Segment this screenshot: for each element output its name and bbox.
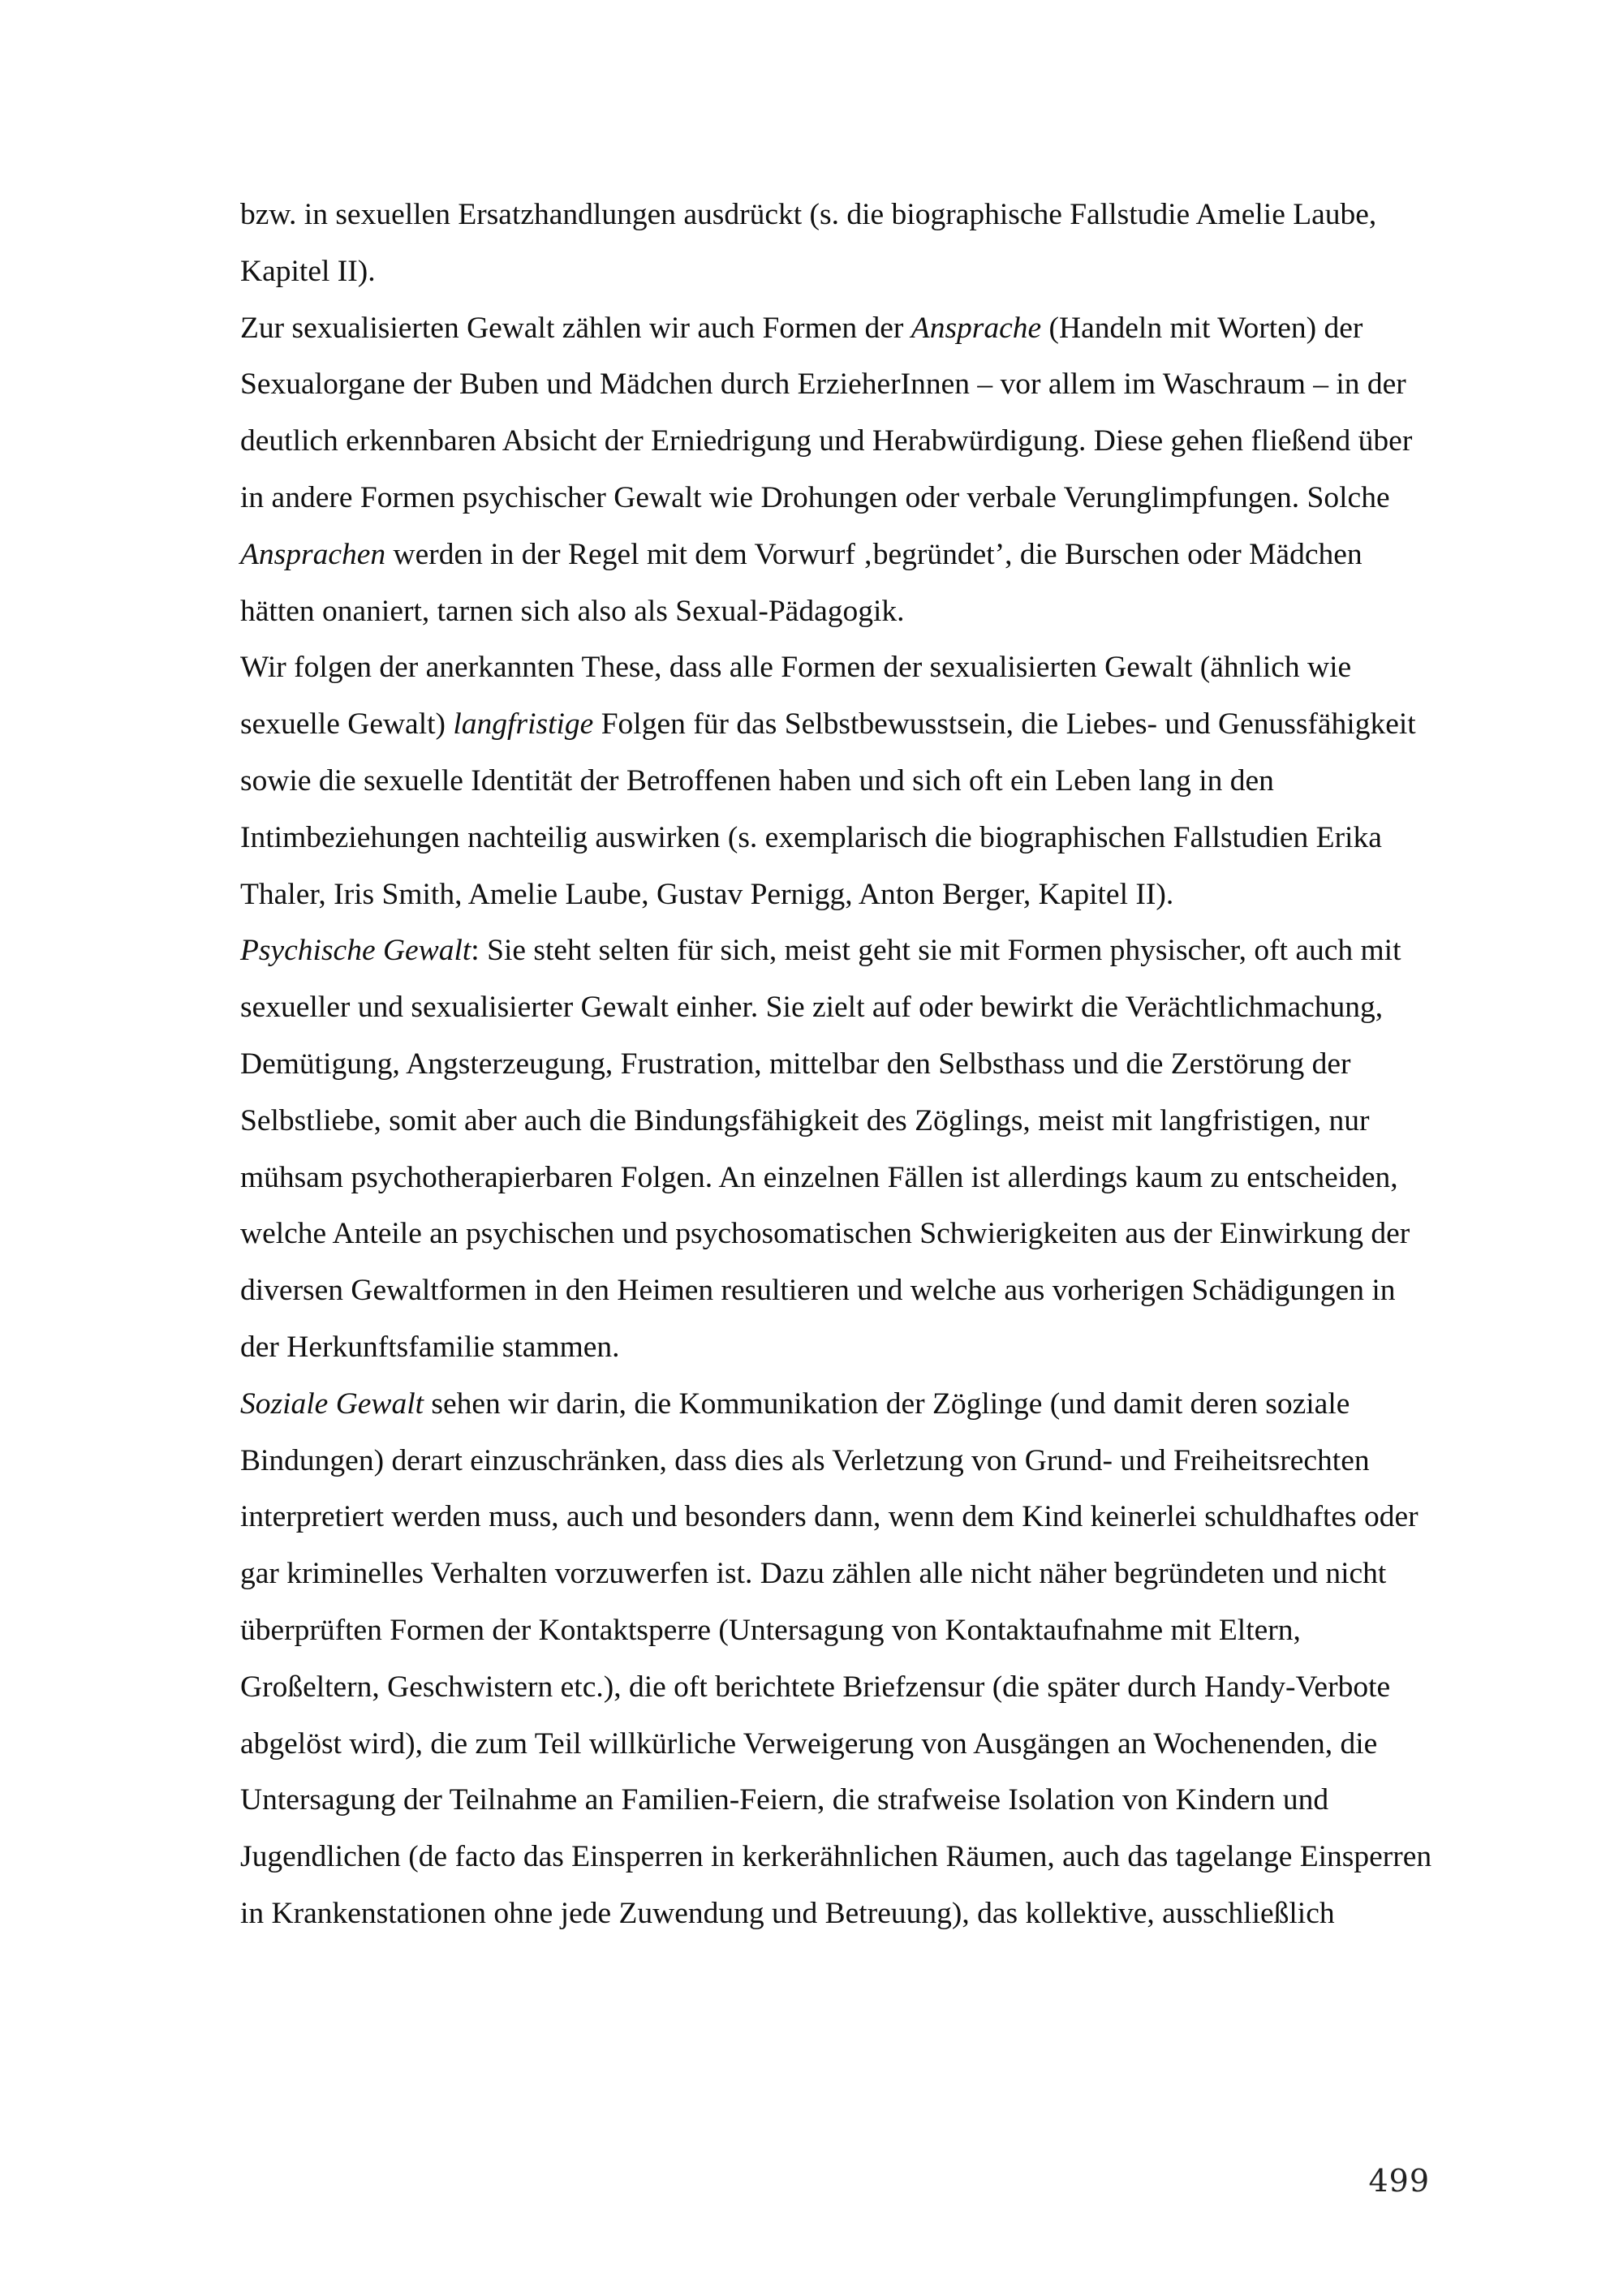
- text-run: (Handeln mit Worten) der Sexualorgane der Buben und Mädchen durch ErzieherInnen – vor allem im Waschraum – in der deutlich erkennbaren Absicht der Erniedrigung und Herabwürdigung. Diese gehen fließend über in andere Formen psychischer Gewalt wie Drohungen oder verbale Verunglimpfungen. Solche: [240, 311, 1413, 514]
- text-run: : Sie steht selten für sich, meist geht sie mit Formen physischer, oft auch mit sexueller und sexualisierter Gewalt einher. Sie zielt auf oder bewirkt die Verächtlichmachung, Demütigung, Angsterzeugung, Frustration, mittelbar den Selbsthass und die Zerstörung der Selbstliebe, somit aber auch die Bindungsfähigkeit des Zöglings, meist mit langfristigen, nur mühsam psychotherapierbaren Folgen. An einzelnen Fällen ist allerdings kaum zu entscheiden, welche Anteile an psychischen und psychosomatischen Schwierigkeiten aus der Einwirkung der diversen Gewaltformen in den Heimen resultieren und welche aus vorherigen Schädigungen in der Herkunftsfamilie stammen.: [240, 934, 1410, 1364]
- paragraph: [240, 639, 1441, 922]
- text-run: Wir folgen der anerkannten These, dass alle Formen der sexualisierten Gewalt (ähnlich wie sexuelle Gewalt): [240, 651, 1352, 742]
- paragraph: [240, 922, 1441, 1375]
- text-run: bzw. in sexuellen Ersatzhandlungen ausdrückt (s. die biographische Fallstudie Amelie Laube, Kapitel II).: [240, 198, 1377, 288]
- section-term: Soziale Gewalt: [240, 1387, 424, 1421]
- text-run: sehen wir darin, die Kommunikation der Zöglinge (und damit deren soziale Bindungen) derart einzuschränken, dass dies als Verletzung von Grund- und Freiheitsrechten interpretiert werden muss, auch und besonders dann, wenn dem Kind keinerlei schuldhaftes oder gar kriminelles Verhalten vorzuwerfen ist. Dazu zählen alle nicht näher begründeten und nicht überprüften Formen der Kontaktsperre (Untersagung von Kontaktaufnahme mit Eltern, Großeltern, Geschwistern etc.), die oft berichtete Briefzensur (die später durch Handy-Verbote abgelöst wird), die zum Teil willkürliche Verweigerung von Ausgängen an Wochenenden, die Untersagung der Teilnahme an Familien-Feiern, die strafweise Isolation von Kindern und Jugendlichen (de facto das Einsperren in kerkerähnlichen Räumen, auch das tagelange Einsperren in Krankenstationen ohne jede Zuwendung und Betreuung), das kollektive, ausschließlich: [240, 1387, 1432, 1930]
- section-term: Psychische Gewalt: [240, 934, 471, 968]
- paragraph: [240, 1376, 1441, 1942]
- text-run: Zur sexualisierten Gewalt zählen wir auch Formen der: [240, 311, 911, 345]
- emphasis-term: langfristige: [453, 707, 594, 742]
- page-number: 499: [1368, 2163, 1430, 2199]
- paragraph: [240, 300, 1441, 640]
- body-text: [240, 187, 1441, 1942]
- emphasis-term: Ansprachen: [240, 537, 386, 571]
- emphasis-term: Ansprache: [911, 311, 1042, 345]
- paragraph: [240, 187, 1441, 300]
- text-run: werden in der Regel mit dem Vorwurf ‚begründet’, die Burschen oder Mädchen hätten onaniert, tarnen sich also als Sexual-Pädagogik.: [240, 537, 1363, 628]
- text-run: Folgen für das Selbstbewusstsein, die Liebes- und Genussfähigkeit sowie die sexuelle Identität der Betroffenen haben und sich oft ein Leben lang in den Intimbeziehungen nachteilig auswirken (s. exemplarisch die biographischen Fallstudien Erika Thaler, Iris Smith, Amelie Laube, Gustav Pernigg, Anton Berger, Kapitel II).: [240, 707, 1416, 911]
